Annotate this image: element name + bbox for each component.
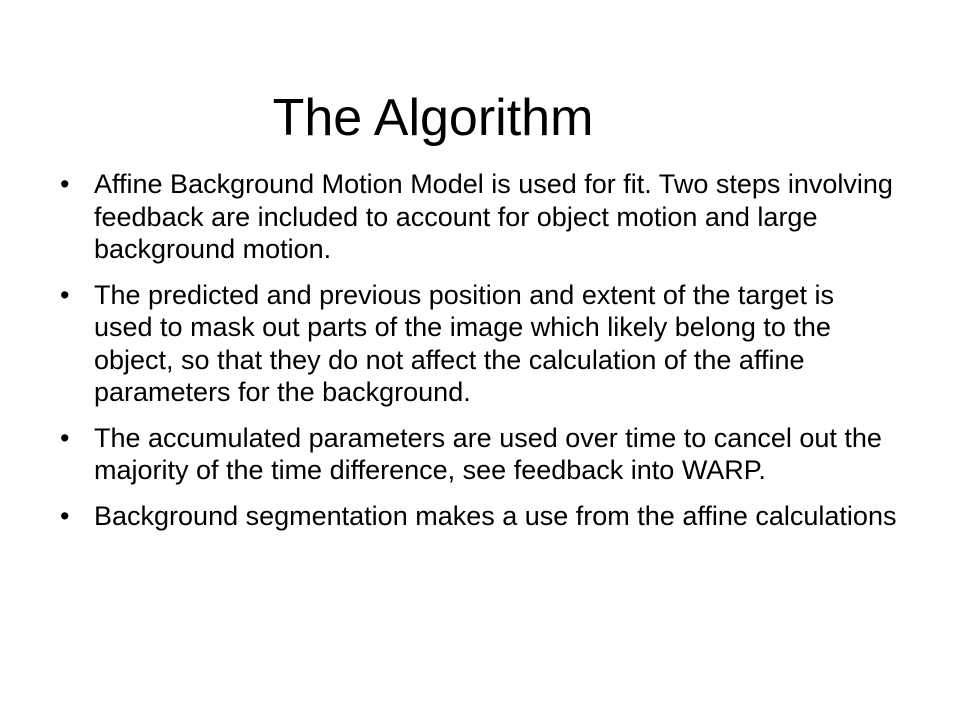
bullet-icon: • <box>60 279 70 310</box>
bullet-text: Affine Background Motion Model is used for fit. Two steps involving feedback are included to account for object motion and large background motion. <box>94 169 893 264</box>
bullet-item <box>60 168 900 266</box>
bullet-icon: • <box>60 169 70 199</box>
bullet-text: The accumulated parameters are used over time to cancel out the majority of the time difference, see feedback into WARP. <box>94 422 882 485</box>
bullet-icon: • <box>60 500 70 531</box>
bullet-icon: • <box>60 422 70 453</box>
bullet-item <box>60 500 900 533</box>
bullet-text: Background segmentation makes a use from the affine calculations <box>94 500 897 531</box>
bullet-item <box>60 422 900 487</box>
slide-title: The Algorithm <box>272 89 594 147</box>
bullet-list <box>60 168 900 545</box>
bullet-text: The predicted and previous position and extent of the target is used to mask out parts of the image which likely belong to the object, so that they do not affect the calculation of the affine parameters for the background. <box>94 279 834 407</box>
bullet-item <box>60 279 900 409</box>
